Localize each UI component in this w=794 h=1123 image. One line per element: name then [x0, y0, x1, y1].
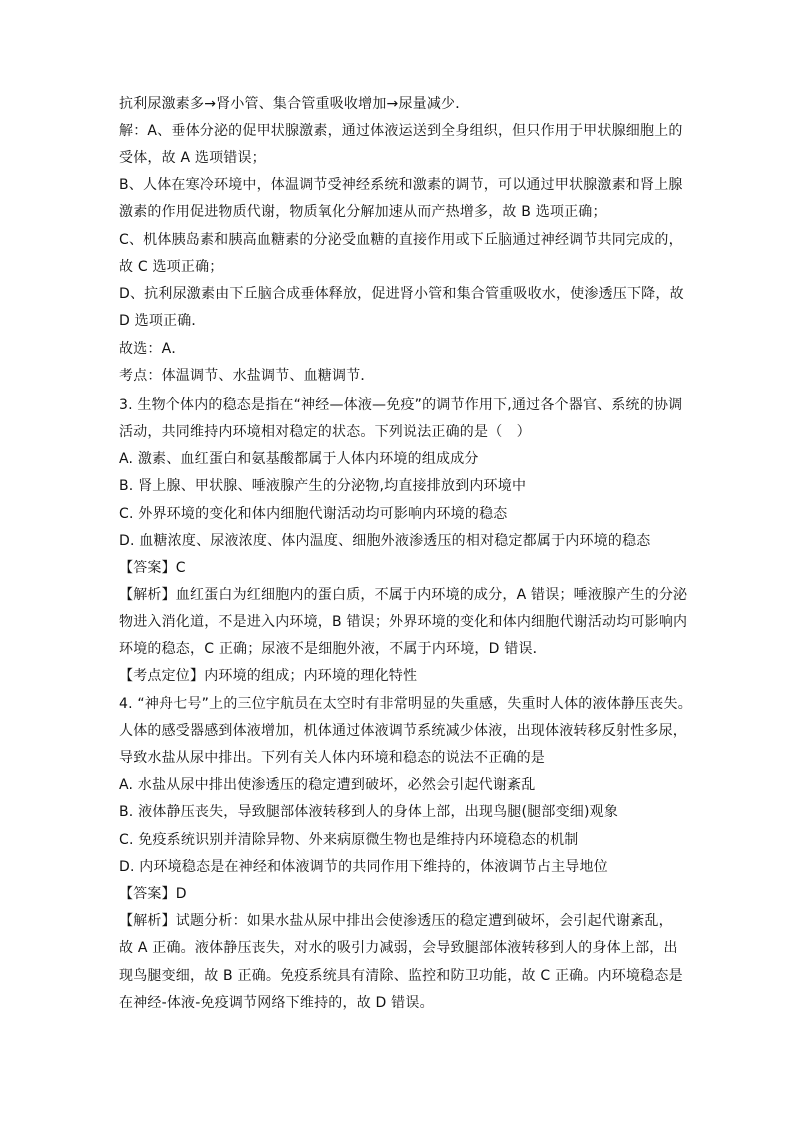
text-line: 解：A、垂体分泌的促甲状腺激素，通过体液运送到全身组织，但只作用于甲状腺细胞上的 [119, 123, 683, 139]
question-3-stem: 3. 生物个体内的稳态是指在“神经—体液—免疫”的调节作用下,通过各个器官、系统的协调 [119, 397, 683, 413]
text-line: 激素的作用促进物质代谢，物质氧化分解加速从而产热增多，故 B 选项正确； [119, 204, 607, 220]
question-4-option-b: B. 液体静压丧失，导致腿部体液转移到人的身体上部，出现鸟腿(腿部变细)观象 [119, 804, 619, 820]
question-4-option-c: C. 免疫系统识别并清除异物、外来病原微生物也是维持内环境稳态的机制 [119, 832, 579, 848]
analysis-text: 【解析】血红蛋白为红细胞内的蛋白质，不属于内环境的成分，A 错误；唾液腺产生的分泌 [119, 587, 688, 603]
question-4-option-d: D. 内环境稳态是在神经和体液调节的共同作用下维持的，体液调节占主导地位 [119, 859, 608, 875]
answer-label: 【答案】C [119, 560, 186, 576]
text-line: 受体，故 A 选项错误； [119, 150, 266, 166]
text-line: C、机体胰岛素和胰高血糖素的分泌受血糖的直接作用或下丘脑通过神经调节共同完成的， [119, 232, 683, 248]
knowledge-point: 【考点定位】内环境的组成；内环境的理化特性 [119, 668, 418, 684]
analysis-text: 现鸟腿变细，故 B 正确。免疫系统具有清除、监控和防卫功能，故 C 正确。内环境稳态是 [119, 968, 683, 984]
analysis-text: 环境的稳态，C 正确；尿液不是细胞外液，不属于内环境，D 错误． [119, 641, 547, 657]
text-line: B、人体在寒冷环境中，体温调节受神经系统和激素的调节，可以通过甲状腺激素和肾上腺 [119, 177, 683, 193]
text-line: 考点：体温调节、水盐调节、血糖调节． [119, 368, 375, 384]
analysis-text: 【解析】试题分析：如果水盐从尿中排出会使渗透压的稳定遭到破坏，会引起代谢紊乱， [119, 913, 673, 929]
question-4-stem: 人体的感受器感到体液增加，机体通过体液调节系统减少体液，出现体液转移反射性多尿， [119, 723, 687, 739]
question-3-option-d: D. 血糖浓度、尿液浓度、体内温度、细胞外液渗透压的相对稳定都属于内环境的稳态 [119, 533, 651, 549]
question-3-stem: 活动，共同维持内环境相对稳定的状态。下列说法正确的是（ ） [119, 424, 531, 440]
text-line: 故选：A． [119, 341, 186, 357]
question-4-stem: 导致水盐从尿中排出。下列有关人体内环境和稳态的说法不正确的是 [119, 750, 545, 766]
analysis-text: 在神经-体液-免疫调节网络下维持的，故 D 错误。 [119, 995, 434, 1011]
text-line: 故 C 选项正确； [119, 259, 224, 275]
question-3-option-c: C. 外界环境的变化和体内细胞代谢活动均可影响内环境的稳态 [119, 506, 508, 522]
text-line: 抗利尿激素多→肾小管、集合管重吸收增加→尿量减少． [119, 96, 470, 112]
question-3-option-a: A. 激素、血红蛋白和氨基酸都属于人体内环境的组成成分 [119, 451, 479, 467]
text-line: D、抗利尿激素由下丘脑合成垂体释放，促进肾小管和集合管重吸收水，使渗透压下降，故 [119, 286, 684, 302]
question-3-option-b: B. 肾上腺、甲状腺、唾液腺产生的分泌物,均直接排放到内环境中 [119, 478, 527, 494]
analysis-text: 故 A 正确。液体静压丧失，对水的吸引力减弱，会导致腿部体液转移到人的身体上部，出 [119, 940, 678, 956]
analysis-text: 物进入消化道，不是进入内环境，B 错误；外界环境的变化和体内细胞代谢活动均可影响内 [119, 614, 688, 630]
question-4-option-a: A. 水盐从尿中排出使渗透压的稳定遭到破坏，必然会引起代谢紊乱 [119, 777, 536, 793]
question-4-stem: 4. “神舟七号”上的三位宇航员在太空时有非常明显的失重感，失重时人体的液体静压丧失。 [119, 696, 692, 712]
answer-label: 【答案】D [119, 886, 187, 902]
text-line: D 选项正确． [119, 313, 206, 329]
